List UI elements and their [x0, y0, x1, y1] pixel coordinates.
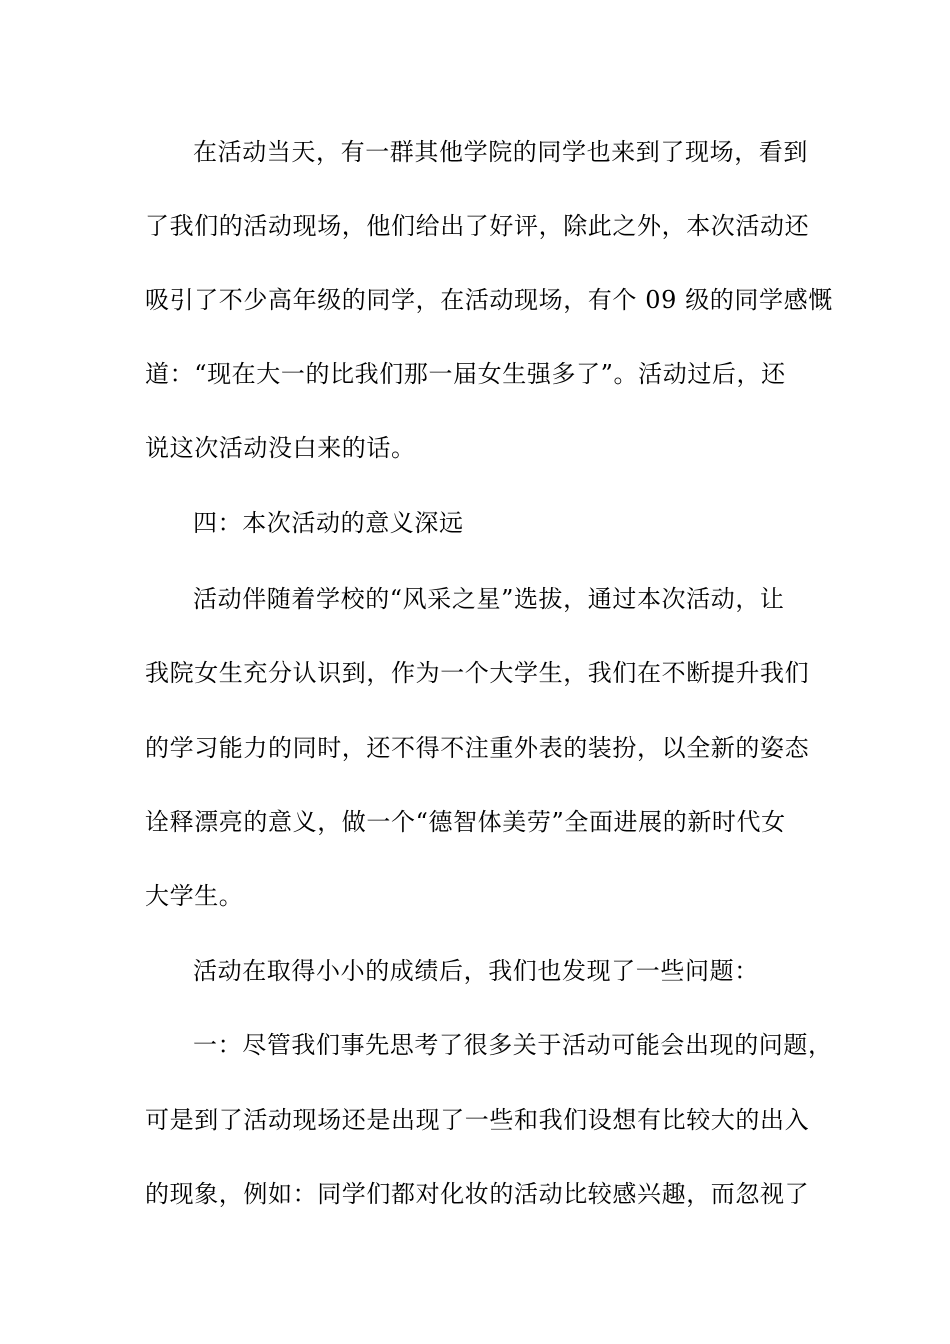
section-heading: 四：本次活动的意义深远	[193, 509, 464, 537]
text-line: 的学习能力的同时，还不得不注重外表的装扮，以全新的姿态	[145, 734, 810, 762]
text-line: 活动伴随着学校的“风采之星”选拔，通过本次活动，让	[193, 585, 785, 613]
text-line: 了我们的活动现场，他们给出了好评，除此之外，本次活动还	[145, 212, 810, 240]
text-line: 我院女生充分认识到，作为一个大学生，我们在不断提升我们	[145, 659, 810, 687]
text-line: 在活动当天，有一群其他学院的同学也来到了现场，看到	[193, 138, 808, 166]
text-line: 活动在取得小小的成绩后，我们也发现了一些问题：	[193, 957, 759, 985]
text-line: 的现象，例如：同学们都对化妆的活动比较感兴趣，而忽视了	[145, 1180, 810, 1208]
text-line: 吸引了不少高年级的同学，在活动现场，有个 09 级的同学感慨	[145, 286, 833, 314]
text-line: 诠释漂亮的意义，做一个“德智体美劳”全面进展的新时代女	[145, 808, 786, 836]
text-line: 大学生。	[145, 882, 244, 910]
text-line: 一：尽管我们事先思考了很多关于活动可能会出现的问题，	[193, 1031, 833, 1059]
text-line: 可是到了活动现场还是出现了一些和我们设想有比较大的出入	[145, 1106, 810, 1134]
text-line: 道：“现在大一的比我们那一届女生强多了”。活动过后，还	[145, 360, 786, 388]
text-line: 说这次活动没白来的话。	[145, 434, 416, 462]
